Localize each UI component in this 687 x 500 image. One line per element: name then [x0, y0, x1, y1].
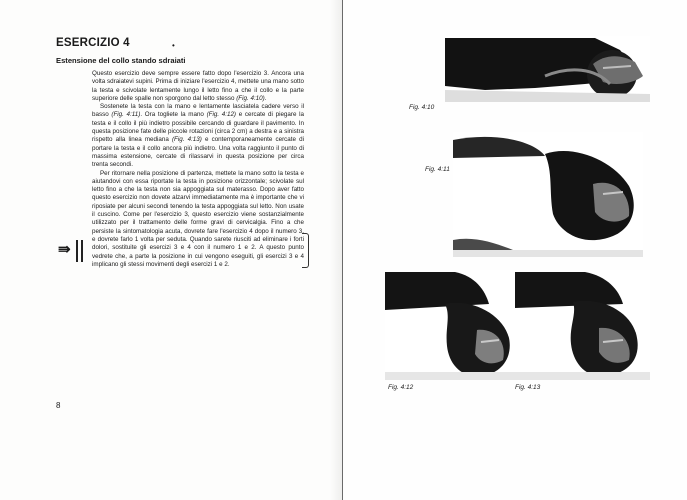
exercise-title: ESERCIZIO 4	[56, 37, 130, 49]
figure-4-12-drawing	[385, 270, 525, 380]
page-number: 8	[56, 401, 61, 410]
paragraph-3: Per ritornare nella posizione di partenza, mettete la mano sotto la testa e aiutandovi con essa riportate la testa in posizione orizzontale; scivolate sul letto fino a che la testa non sia appoggiata sul materasso. Dopo aver fatto questo esercizio non dovete alzarvi immediatamente ma è importante che vi riposiate per alcuni secondi tenendo la testa appoggiata sul letto. Non usate il cuscino. Come per l'esercizio 3, questo esercizio viene sostanzialmente utilizzato per il trattamento delle forme gravi di cervicalgia. Fino a che persiste la sintomatologia acuta, dovrete fare l'esercizio 4 dopo il numero 3, e dovrete farlo 1 volta per seduta. Quando sarete riusciti ad eliminare i forti dolori, sostituite gli esercizi 3 e 4 con il numero 1 e 2. A questo punto vedrete che, a parte la posizione in cui vengono eseguiti, gli esercizi 3 e 4 implicano gli stessi movimenti degli esercizi 1 e 2.	[92, 169, 304, 268]
margin-bar	[76, 240, 78, 262]
figure-4-10-photo	[445, 36, 650, 102]
figure-4-11-drawing	[453, 132, 643, 257]
paragraph-1-text: Questo esercizio deve sempre essere fatto dopo l'esercizio 3. Ancora una volta sdraiatevi supini. Prima di iniziare l'esercizio 4, mettete una mano sotto la testa e scivolate lentamente lungo il letto fino a che il collo e la parte superiore delle spalle non sporgono dal letto stesso	[92, 70, 304, 102]
body-text	[92, 70, 304, 269]
paragraph-1	[92, 70, 304, 103]
paragraph-2-text: Sostenete la testa con la mano e lentamente lasciatela cadere verso il basso	[92, 103, 304, 119]
paragraph-1-end: .	[264, 94, 267, 102]
figure-4-11-caption: Fig. 4:11	[425, 166, 450, 173]
paragraph-2-text: . Ora togliete la mano	[140, 111, 207, 119]
margin-arrow-icon: ⇛	[58, 241, 71, 258]
figure-4-13-drawing	[515, 270, 650, 380]
title-mark: •	[172, 41, 175, 50]
right-page	[343, 0, 687, 500]
gutter-shadow	[330, 0, 342, 500]
figure-4-10-caption: Fig. 4:10	[409, 104, 435, 111]
figure-4-11-photo	[453, 132, 643, 257]
figure-reference: (Fig. 4:11)	[111, 111, 141, 119]
figure-reference: (Fig. 4:12)	[206, 111, 237, 119]
paragraph-2-text: e contemporaneamente cercate di portare la testa e il collo ancora più indietro. Una volta raggiunto il punto di massima estensione, cercate di rilassarvi in questa posizione per circa trenta secondi.	[92, 136, 304, 169]
figure-4-12-caption: Fig. 4:12	[388, 384, 414, 391]
figure-4-13-caption: Fig. 4:13	[515, 384, 541, 391]
exercise-subtitle: Estensione del collo stando sdraiati	[56, 56, 186, 65]
left-page	[0, 0, 343, 500]
paragraph-2-text: e cercate di piegare la testa e il collo il più indietro possibile cercando di guardare il pavimento. In questa posizione fate delle piccole rotazioni (circa 2 cm) a destra e a sinistra rispetto alla linea mediana	[92, 111, 304, 144]
figure-reference: (Fig. 4:13)	[171, 136, 202, 144]
figure-4-13-photo	[515, 270, 650, 380]
margin-bracket	[302, 233, 309, 268]
figure-4-12-photo	[385, 270, 525, 380]
figure-reference: (Fig. 4:10)	[236, 94, 265, 102]
figure-4-10-drawing	[445, 36, 650, 102]
paragraph-2	[92, 103, 304, 169]
margin-bar	[81, 240, 83, 262]
